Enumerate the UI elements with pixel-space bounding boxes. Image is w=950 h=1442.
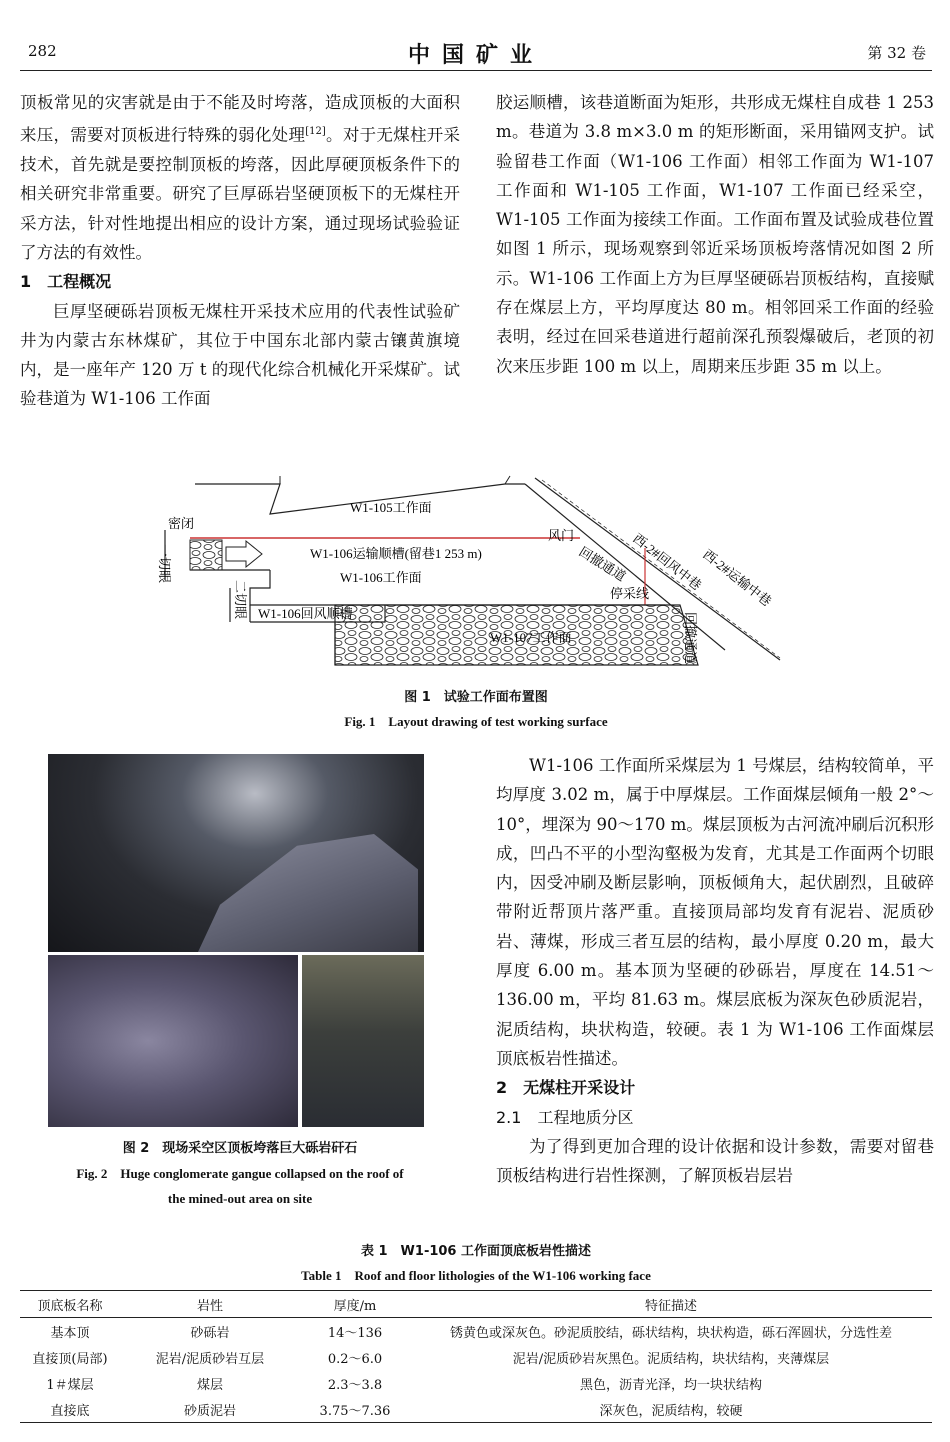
label-first-cut: 一切眼 — [157, 544, 172, 584]
label-west2-haul: 西-2#运输中巷 — [700, 546, 775, 610]
citation[interactable]: [12] — [305, 126, 326, 138]
label-second-cut: 二切眼 — [233, 580, 248, 620]
figure-1-layout-diagram — [150, 470, 790, 678]
col-header: 顶底板名称 — [37, 1298, 103, 1314]
cell: 0.2～6.0 — [327, 1351, 383, 1367]
figure-2-photo-bottom-right — [302, 955, 424, 1127]
seal-block — [190, 540, 222, 570]
left-column-top — [20, 88, 460, 414]
figure-2-photo-top — [48, 754, 424, 952]
cell: 砂质泥岩 — [183, 1403, 236, 1419]
label-w1106: W1-106工作面 — [340, 570, 422, 585]
figure-2-photo-bottom-left — [48, 955, 298, 1127]
label-air-door: 风门 — [548, 528, 575, 543]
cell: 3.75～7.36 — [319, 1403, 391, 1419]
label-haulage-gate: W1-106运输顺槽(留巷1 253 m) — [310, 546, 482, 561]
section-heading-2: 2 无煤柱开采设计 — [496, 1078, 636, 1098]
cell: 2.3～3.8 — [327, 1377, 383, 1393]
journal-title: 中国矿业 — [407, 42, 544, 68]
label-west2-return: 西-2#回风中巷 — [630, 530, 705, 594]
label-stop-line: 停采线 — [610, 586, 650, 601]
paragraph: 胶运顺槽，该巷道断面为矩形，共形成无煤柱自成巷 1 253 m。巷道为 3.8 m×3.0 m 的矩形断面，采用锚网支护。试验留巷工作面（W1-106 工作面）相邻工作面为 W1-107 工作面和 W1-105 工作面，W1-107 工作面已经采空，W1-105 工作面为接续工作面。工作面布置及试验成巷位置如图 1 所示，现场观察到邻近采场顶板垮落情况如图 2 所示。W1-106 工作面上方为巨厚坚硬砾岩顶板结构，直接赋存在煤层上方，平均厚度达 80 m。相邻回采工作面的经验表明，经过在回采巷道进行超前深孔预裂爆破后，老顶的初次来压步距 100 m 以上，周期来压步距 35 m 以上。 — [496, 93, 934, 376]
table-header-row — [20, 1291, 932, 1318]
right-column-top — [496, 88, 934, 381]
cell: 深灰色，泥质结构，较硬 — [599, 1403, 743, 1419]
table-row — [20, 1370, 932, 1396]
cell: 14～136 — [327, 1325, 383, 1341]
running-header — [20, 38, 932, 71]
paragraph: 顶板常见的灾害就是由于不能及时垮落，造成顶板的大面积来压，需要对顶板进行特殊的弱化处理[12]。对于无煤柱开采技术，首先就是要控制顶板的垮落，因此厚硬顶板条件下的相关研究非常重要。研究了巨厚砾岩坚硬顶板下的无煤柱开采方法，针对性地提出相应的设计方案，通过现场试验验证了方法的有效性。 — [20, 93, 461, 262]
table-1-caption: 表 1 W1-106 工作面顶底板岩性描述 Table 1 Roof and floor lithologies of the W1-106 working face — [301, 1244, 651, 1283]
col-header: 厚度/m — [333, 1298, 377, 1314]
cell: 直接顶(局部) — [32, 1351, 108, 1367]
table-row — [20, 1318, 932, 1345]
cell: 泥岩/泥质砂岩互层 — [155, 1351, 265, 1367]
cell: 1＃煤层 — [46, 1377, 94, 1393]
cell: 直接底 — [50, 1403, 90, 1419]
section-heading-1: 1 工程概况 — [20, 272, 112, 292]
right-column-bottom — [496, 751, 934, 1190]
col-header: 特征描述 — [644, 1298, 697, 1314]
paragraph: 巨厚坚硬砾岩顶板无煤柱开采技术应用的代表性试验矿井为内蒙古东林煤矿，其位于中国东北部内蒙古镶黄旗境内，是一座年产 120 万 t 的现代化综合机械化开采煤矿。试验巷道为 W1-106 工作面 — [20, 301, 460, 409]
label-withdrawal-channel: 回撤通道 — [576, 543, 629, 585]
volume-label: 第 32 卷 — [867, 44, 926, 62]
label-w1107: W1-107工作面 — [490, 630, 572, 645]
cell: 锈黄色或深灰色。砂泥质胶结，砾状结构，块状构造，砾石浑圆状，分选性差 — [449, 1325, 892, 1341]
label-return-gate: W1-106回风顺槽 — [258, 606, 353, 621]
cell: 煤层 — [196, 1377, 223, 1393]
cell: 黑色，沥青光泽，均一块状结构 — [579, 1377, 762, 1393]
cell: 泥岩/泥质砂岩灰黑色。泥质结构，块状结构，夹薄煤层 — [512, 1351, 830, 1367]
table-row — [20, 1396, 932, 1423]
section-heading-2-1: 2.1 工程地质分区 — [496, 1107, 634, 1127]
label-seal: 密闭 — [168, 516, 195, 531]
col-header: 岩性 — [196, 1298, 223, 1314]
page-number: 282 — [28, 42, 57, 60]
table-row — [20, 1344, 932, 1370]
figure-2-caption: 图 2 现场采空区顶板垮落巨大砾岩矸石 Fig. 2 Huge conglomerate gangue collapsed on the roof of the mined-out area on site — [76, 1141, 404, 1206]
figure-1-caption: 图 1 试验工作面布置图 Fig. 1 Layout drawing of test working surface — [344, 690, 608, 729]
paragraph: W1-106 工作面所采煤层为 1 号煤层，结构较简单，平均厚度 3.02 m，属于中厚煤层。工作面煤层倾角一般 2°～10°，埋深为 90～170 m。煤层顶板为古河流冲刷后沉积形成，凹凸不平的小型沟壑极为发育，尤其是工作面两个切眼内，因受冲刷及断层影响，顶板倾角大，起伏剧烈，且破碎带附近帮顶片落严重。直接顶局部均发育有泥岩、泥质砂岩、薄煤，形成三者互层的结构，最小厚度 0.20 m，最大厚度 6.00 m。基本顶为坚硬的砂砾岩，厚度在 14.51～136.00 m，平均 81.63 m。煤层底板为深灰色砂质泥岩，泥质结构，块状构造，较硬。表 1 为 W1-106 工作面煤层顶底板岩性描述。 — [496, 756, 934, 1068]
cell: 砂砾岩 — [190, 1325, 230, 1341]
cell: 基本顶 — [50, 1325, 90, 1341]
table-1 — [20, 1290, 932, 1423]
paragraph: 为了得到更加合理的设计依据和设计参数，需要对留巷顶板结构进行岩性探测，了解顶板岩层岩 — [496, 1136, 934, 1186]
label-withdrawal-channel-2: 回撤通道 — [683, 612, 698, 665]
mining-direction-arrow — [226, 541, 262, 567]
label-w1105: W1-105工作面 — [350, 500, 432, 515]
